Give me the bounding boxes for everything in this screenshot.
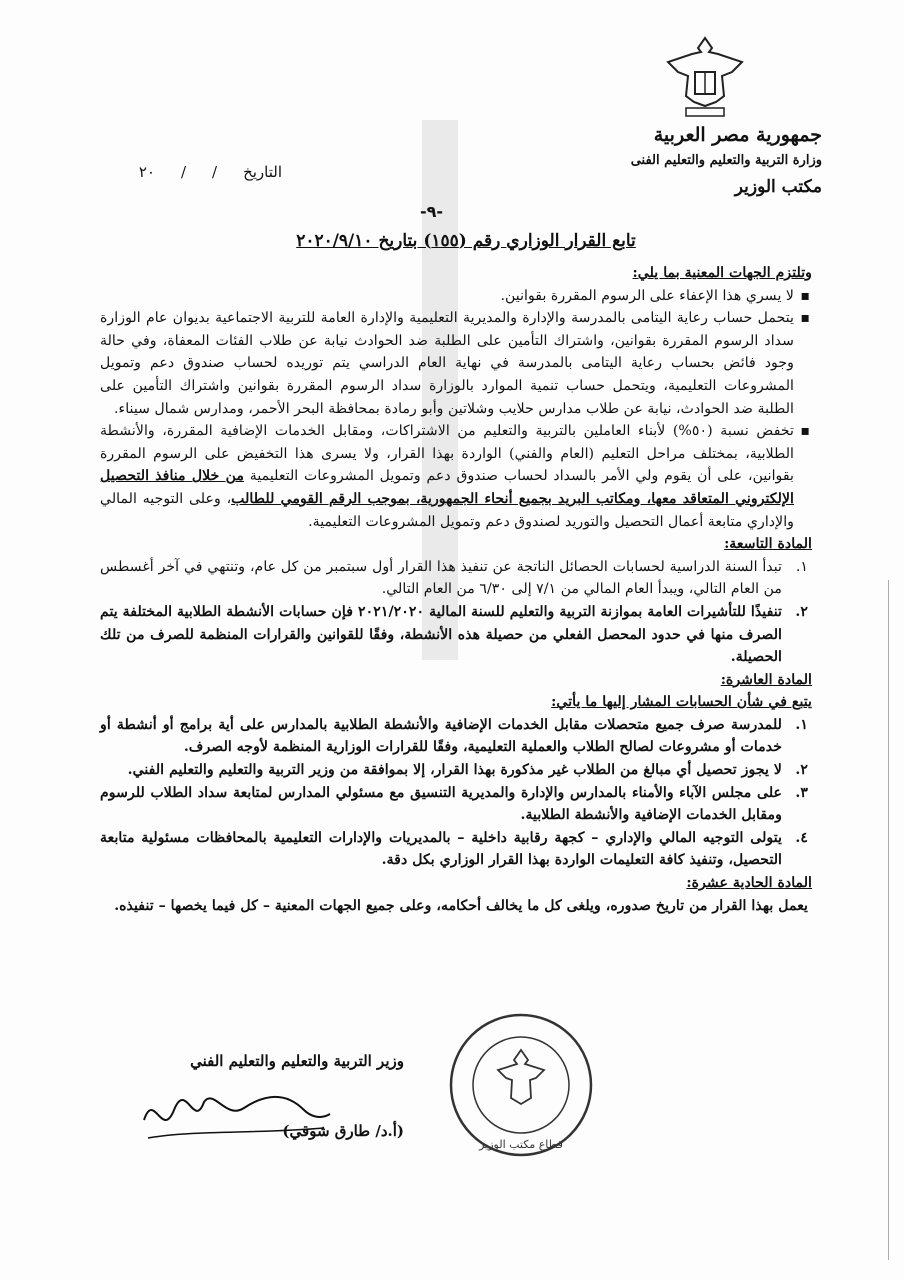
- eagle-emblem-icon: [662, 32, 748, 120]
- item-text: تبدأ السنة الدراسية لحسابات الحصائل الناتجة عن تنفيذ هذا القرار أول سبتمبر من كل عام، وتنتهي في آخر أغسطس من العام التالي، ويبدأ العام المالي من ٧/١ إلى ٦/٣٠ من العام التالي.: [100, 558, 782, 598]
- item-text: على مجلس الآباء والأمناء بالمدارس والإدارة والمديرية التنسيق مع مسئولي المدارس لمتابعة سداد الطلاب للرسوم ومقابل الخدمات الإضافية والأنشطة الطلابية.: [100, 784, 782, 824]
- minister-title: وزير التربية والتعليم والتعليم الفني: [190, 1052, 404, 1070]
- numbered-item: [100, 601, 812, 669]
- article-heading: المادة التاسعة:: [724, 536, 812, 553]
- bullet-text: تخفض نسبة (٥٠%) لأبناء العاملين بالتربية والتعليم من الاشتراكات، ومقابل الخدمات الإضافية المقررة، والأنشطة الطلابية، بمختلف مراحل التعليم (العام والفني) الواردة بهذا القرار، ولا يسرى هذا التخفيض على الرسوم المقررة بقوانين، على أن يقوم ولي الأمر بالسداد لحساب صندوق دعم وتمويل المشروعات التعليمية: [100, 423, 795, 485]
- bullet-underlined-text: من خلال منافذ التحصيل الإلكتروني المتعاقد معها، ومكاتب البريد بجميع أنحاء الجمهورية، بموجب الرقم القومي للطالب: [100, 468, 794, 507]
- bullet-item: ▪ يتحمل حساب رعاية اليتامى بالمدرسة والإدارة والمديرية التعليمية والإدارة العامة للتربية الاجتماعية بديوان عام الوزارة سداد الرسوم المقررة بقوانين، واشتراك التأمين على الطلبة ضد الحوادث نيابة عن طلاب الفئات المعفاة، وفي حالة وجود فائض بحساب رعاية اليتامى بالمدرسة في نهاية العام الدراسي يتم توريده لحساب صندوق دعم وتمويل المشروعات التعليمية، ويتحمل حساب تنمية الموارد بالوزارة سداد الرسوم المقررة بقوانين واشتراك التأمين على الطلبة ضد الحوادث، نيابة عن طلاب مدارس حلايب وشلاتين وأبو رمادة بمحافظة البحر الأحمر، ومدارس شمال سيناء.: [100, 307, 812, 420]
- seal-text: قطاع مكتب الوزير: [479, 1138, 563, 1151]
- minister-name: (أ.د/ طارق شوقي): [282, 1122, 404, 1140]
- numbered-item: [100, 782, 812, 827]
- bullet-item: [100, 420, 812, 533]
- date-label: التاريخ: [243, 163, 282, 181]
- closing-text: يعمل بهذا القرار من تاريخ صدوره، ويلغى كل ما يخالف أحكامه، وعلى جميع الجهات المعنية – كل فيما يخصها – تنفيذه.: [114, 897, 808, 914]
- item-text: يتولى التوجيه المالي والإداري – كجهة رقابية داخلية – بالمديريات والإدارات التعليمية بالمحافظات مسئولية متابعة التحصيل، وتنفيذ كافة التعليمات الواردة بهذا القرار الوزاري بكل دقة.: [100, 829, 782, 869]
- item-text: لا يجوز تحصيل أي مبالغ من الطلاب غير مذكورة بهذا القرار، إلا بموافقة من وزير التربية والتعليم والتعليم الفني.: [127, 762, 782, 779]
- item-number: ٣.: [795, 784, 808, 801]
- numbered-item: [100, 714, 812, 759]
- numbered-item: [100, 827, 812, 872]
- official-seal-stamp: [446, 1010, 596, 1160]
- page-number: -٩-: [420, 202, 444, 221]
- country-name: جمهورية مصر العربية: [653, 124, 822, 146]
- ministry-name: وزارة التربية والتعليم والتعليم الفنى: [630, 153, 822, 168]
- date-separator: /: [180, 163, 186, 181]
- section-intro: وتلتزم الجهات المعنية بما يلي:: [632, 265, 812, 281]
- item-text: تنفيذًا للتأشيرات العامة بموازنة التربية والتعليم للسنة المالية ٢٠٢١/٢٠٢٠ فإن حسابات الأنشطة الطلابية المختلفة يتم الصرف منها في حدود المحصل الفعلي من حصيلة هذه الأنشطة، وفقًا للقوانين والقرارات المنظمة للصرف من تلك الحصيلة.: [100, 603, 782, 666]
- item-text: للمدرسة صرف جميع متحصلات مقابل الخدمات الإضافية والأنشطة الطلابية بالمدارس على أية برامج أو أنشطة أو خدمات أو مشروعات لصالح الطلاب والعملية التعليمية، وفقًا للقرارات الوزارية المنظمة لأوجه الصرف.: [100, 716, 782, 756]
- handwritten-signature: [134, 1080, 334, 1150]
- article-subheading: يتبع في شأن الحسابات المشار إليها ما يأتي:: [551, 694, 812, 711]
- document-body: [100, 262, 812, 917]
- article-heading: المادة الحادية عشرة:: [686, 875, 812, 892]
- item-number: ٤.: [795, 829, 808, 846]
- item-number: ٢.: [795, 603, 808, 620]
- item-number: ٢.: [795, 762, 808, 779]
- date-separator: /: [212, 163, 218, 181]
- scan-edge-line: [888, 580, 889, 1260]
- document-title: تابع القرار الوزاري رقم (١٥٥) بتاريخ ٢٠٢٠/٩/١٠: [296, 231, 636, 251]
- letterhead: [622, 122, 822, 200]
- bullet-item: ▪ لا يسري هذا الإعفاء على الرسوم المقررة بقوانين.: [100, 285, 812, 308]
- office-name: مكتب الوزير: [734, 177, 822, 197]
- item-number: ١.: [795, 716, 808, 733]
- item-number: ١.: [795, 558, 808, 575]
- date-line: [82, 163, 282, 181]
- numbered-item: [100, 759, 812, 782]
- date-year: ٢٠: [138, 163, 155, 181]
- bullet-text: ، وعلى التوجيه المالي والإداري متابعة أعمال التحصيل والتوريد لصندوق دعم وتمويل المشروعات التعليمية.: [100, 490, 794, 530]
- article-heading: المادة العاشرة:: [720, 671, 812, 688]
- numbered-item: [100, 556, 812, 601]
